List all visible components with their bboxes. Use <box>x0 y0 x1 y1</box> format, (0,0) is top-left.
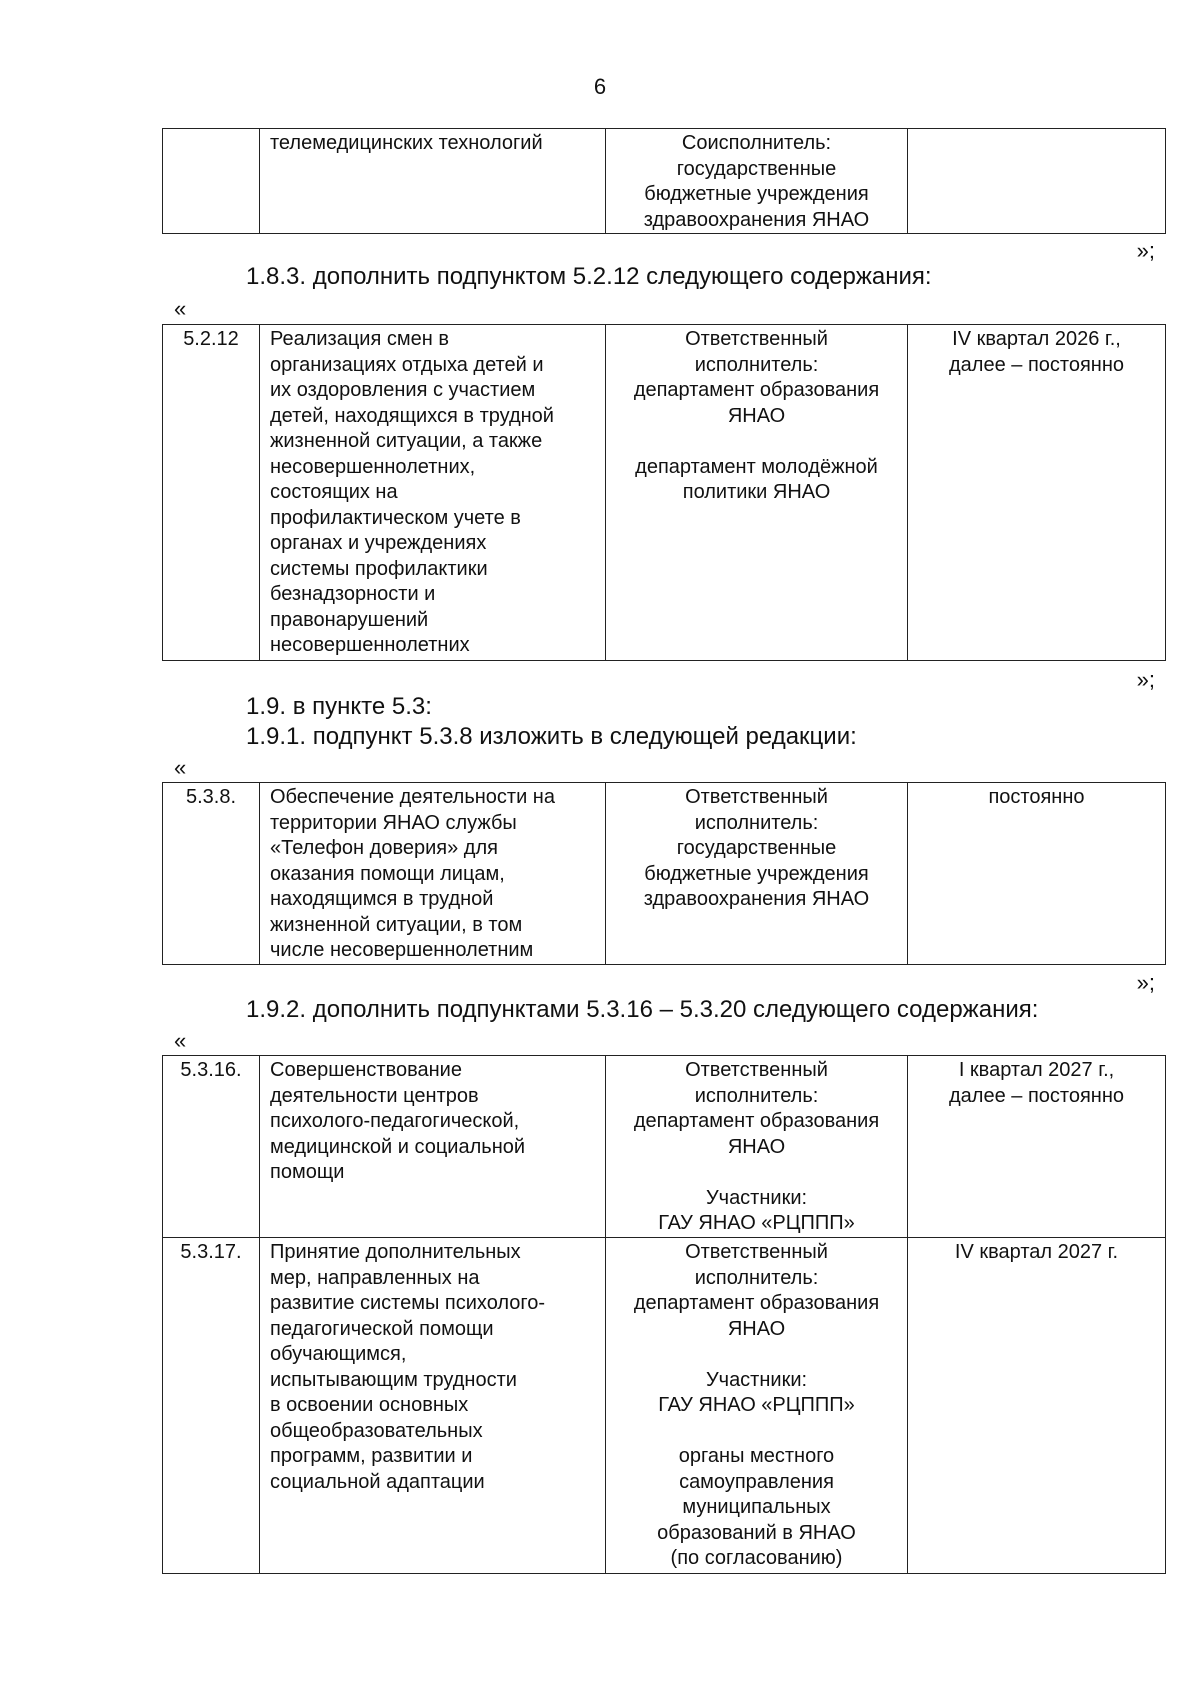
heading-1-8-3: 1.8.3. дополнить подпунктом 5.2.12 следующего содержания: <box>246 263 932 290</box>
opening-quote: « <box>174 755 187 780</box>
executor-text: Ответственный исполнитель: департамент образования ЯНАО Участники: ГАУ ЯНАО «РЦППП» <box>606 1056 908 1238</box>
closing-quote: »; <box>1136 667 1155 692</box>
heading-1-9-2: 1.9.2. дополнить подпунктами 5.3.16 – 5.3.20 следующего содержания: <box>246 996 1039 1023</box>
table-row <box>163 1056 1166 1238</box>
opening-quote: « <box>174 296 187 321</box>
row-number: 5.2.12 <box>163 325 260 661</box>
table-row <box>163 783 1166 965</box>
row-number <box>163 129 260 234</box>
executor-text: Ответственный исполнитель: департамент образования ЯНАО Участники: ГАУ ЯНАО «РЦППП» органы местного самоуправления муниципальных образований в ЯНАО (по согласованию) <box>606 1238 908 1574</box>
page-number: 6 <box>593 74 607 99</box>
table-row <box>163 325 1166 661</box>
heading-1-9: 1.9. в пункте 5.3: <box>246 693 432 720</box>
row-number: 5.3.17. <box>163 1238 260 1574</box>
executor-text: Соисполнитель: государственные бюджетные учреждения здравоохранения ЯНАО <box>606 129 908 234</box>
measure-text: Принятие дополнительных мер, направленных на развитие системы психолого- педагогической помощи обучающимся, испытывающим трудности в освоении основных общеобразовательных программ, развитии и социальной адаптации <box>260 1238 606 1574</box>
executor-text: Ответственный исполнитель: департамент образования ЯНАО департамент молодёжной политики ЯНАО <box>606 325 908 661</box>
term-text <box>908 129 1166 234</box>
table-continuation <box>162 128 1166 234</box>
measure-text: Реализация смен в организациях отдыха детей и их оздоровления с участием детей, находящихся в трудной жизненной ситуации, а также несовершеннолетних, состоящих на профилактическом учете в органах и учреждениях системы профилактики безнадзорности и правонарушений несовершеннолетних <box>260 325 606 661</box>
table-5-3-8 <box>162 782 1166 965</box>
table-5-2-12 <box>162 324 1166 661</box>
term-text: IV квартал 2026 г., далее – постоянно <box>908 325 1166 661</box>
measure-text: телемедицинских технологий <box>260 129 606 234</box>
table-5-3-16-17 <box>162 1055 1166 1574</box>
measure-text: Обеспечение деятельности на территории ЯНАО службы «Телефон доверия» для оказания помощи лицам, находящимся в трудной жизненной ситуации, в том числе несовершеннолетним <box>260 783 606 965</box>
measure-text: Совершенствование деятельности центров психолого-педагогической, медицинской и социальной помощи <box>260 1056 606 1238</box>
term-text: IV квартал 2027 г. <box>908 1238 1166 1574</box>
term-text: I квартал 2027 г., далее – постоянно <box>908 1056 1166 1238</box>
row-number: 5.3.8. <box>163 783 260 965</box>
closing-quote: »; <box>1136 970 1155 995</box>
term-text: постоянно <box>908 783 1166 965</box>
executor-text: Ответственный исполнитель: государственные бюджетные учреждения здравоохранения ЯНАО <box>606 783 908 965</box>
table-row <box>163 1238 1166 1574</box>
row-number: 5.3.16. <box>163 1056 260 1238</box>
closing-quote: »; <box>1136 238 1155 263</box>
opening-quote: « <box>174 1028 187 1053</box>
heading-1-9-1: 1.9.1. подпункт 5.3.8 изложить в следующей редакции: <box>246 723 857 750</box>
table-row <box>163 129 1166 234</box>
